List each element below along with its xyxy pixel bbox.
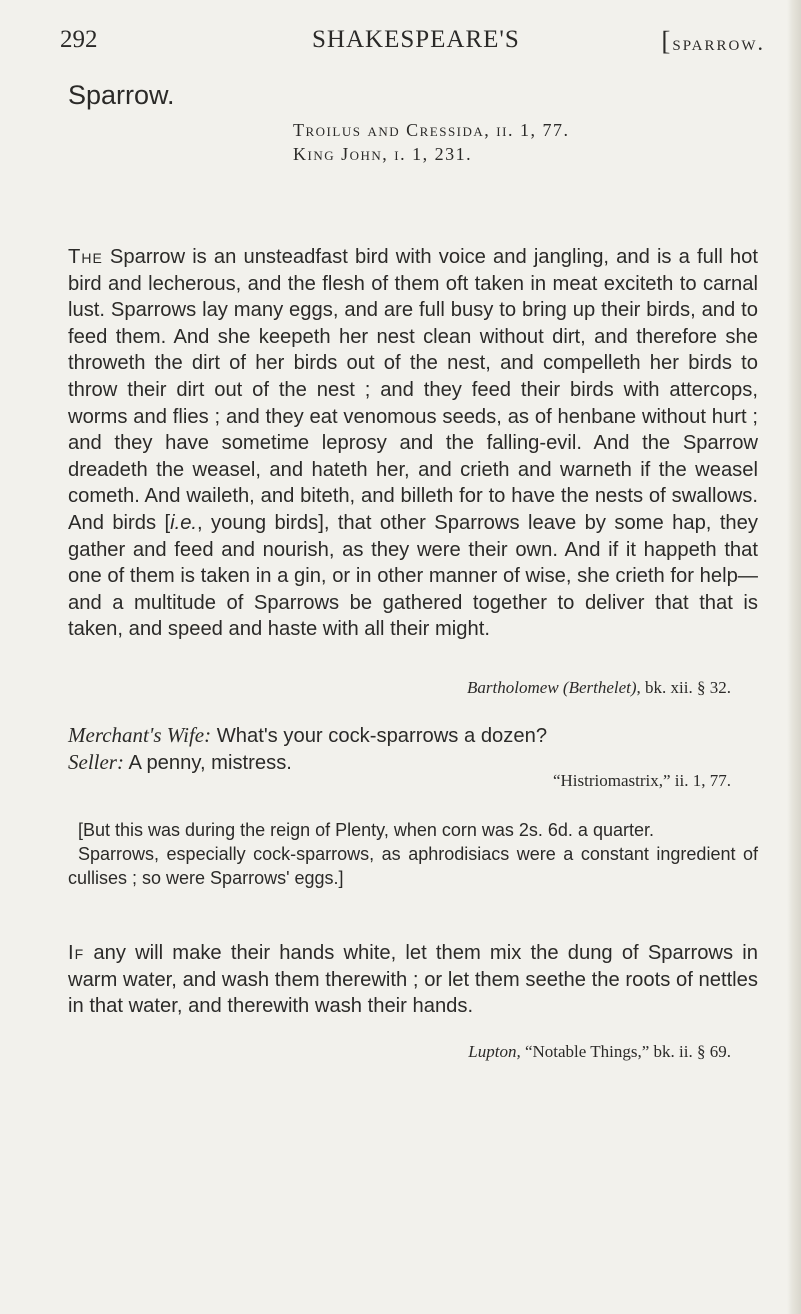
section-bracket: [ [661,26,673,56]
play-references [293,118,569,166]
speaker-label: Seller: [68,750,124,774]
speaker-label: Merchant's Wife: [68,723,212,747]
dialog-text: A penny, mistress. [123,752,292,774]
editorial-note [68,818,758,890]
bartholomew-passage [68,244,758,643]
citation-author: Bartholomew [467,678,559,697]
citation-rest: “Notable Things,” bk. ii. § 69. [520,1042,731,1061]
bracket-close: ] [318,511,324,534]
bartholomew-citation [467,678,731,698]
lupton-passage [68,940,758,1020]
passage-text: any will make their hands white, let them mix the dung of Sparrows in warm water, and wash them therewith ; or let them seethe the roots of nettles in that water, and therewith wash their hands. [68,942,758,1018]
section-label: sparrow. [672,30,765,55]
passage-lead-word: If [68,942,85,964]
entry-headword: Sparrow. [68,80,175,110]
ie-abbrev: i.e. [170,511,198,534]
bracket-inner: , young birds [197,511,319,534]
citation-paren: (Berthelet) [562,678,637,697]
citation-author: Lupton, [468,1042,521,1061]
running-title: SHAKESPEARE'S [312,26,520,53]
passage-text-end: , that other Sparrows leave by some hap, they gather and feed and nourish, as they were their own. And if it happeth that one of them is taken in a gin, or in other manner of wise, she crieth for help—and a multitude of Sparrows be gathered together to deliver that that is taken, and speed and haste with all their might. [68,511,758,641]
passage-text: Sparrow is an unsteadfast bird with voice and jangling, and is a full hot bird and lecherous, and the flesh of them oft taken in meat exciteth to carnal lust. Sparrows lay many eggs, and are full busy to bring up their birds, and to feed them. And she keepeth her nest clean without dirt, and therefore she throweth the dirt of her birds out of the nest, and compelleth her birds to throw their dirt out of the nest ; and they feed their birds with attercops, worms and flies ; and they eat venomous seeds, as of henbane without hurt ; and they have sometime leprosy and the falling-evil. And the Sparrow dreadeth the weasel, and hateth her, and crieth and warneth if the weasel cometh. And waileth, and biteth, and billeth for to have the nests of swallows. And birds [68,246,758,534]
dialog-text: What's your cock-sparrows a dozen? [211,725,548,747]
lupton-citation [468,1042,731,1062]
dialog-line [68,749,547,776]
reference-line: King John, i. 1, 231. [293,144,473,164]
page-edge [787,0,801,1314]
histriomastrix-citation: “Histriomastrix,” ii. 1, 77. [552,771,731,790]
bracket-open: [ [164,511,171,534]
passage-lead-word: The [68,246,103,268]
citation-rest: , bk. xii. § 32. [636,678,731,697]
dialog-line [68,722,547,749]
running-header [60,26,765,60]
running-section [661,26,765,57]
reference-line: Troilus and Cressida, ii. 1, 77. [293,120,570,140]
note-paragraph: Sparrows, especially cock-sparrows, as aphrodisiacs were a constant ingredient of cullises ; so were Sparrows' eggs.] [68,844,758,888]
page-number: 292 [60,26,98,53]
histriomastrix-dialog [68,722,547,776]
note-paragraph: [But this was during the reign of Plenty, when corn was 2s. 6d. a quarter. [78,820,654,840]
